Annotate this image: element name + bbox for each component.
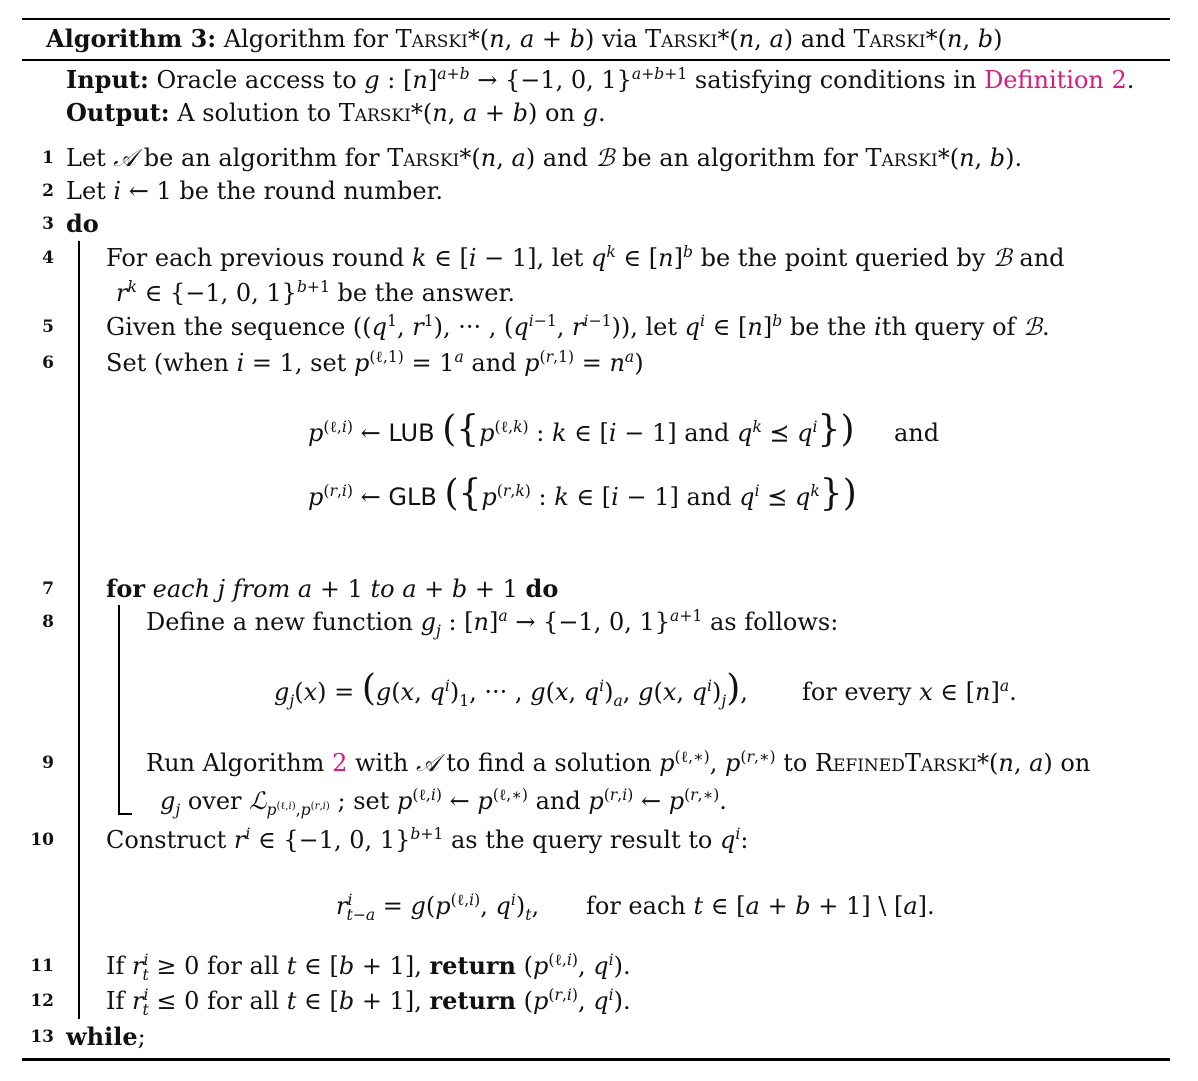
line-9-cont: $g_j$ over ℒ$_{p^{(\ell,i)},p^{(r,i)}}$ ; set $p^{(\ell,i)}$ ← $p^{(\ell,∗)}$ and $p^{(r,i)}$ ← $p^{(r,∗)}$. [160, 786, 727, 819]
algorithm-header: Algorithm 3: Algorithm for Tarski*(n, a + b) via Tarski*(n, a) and Tarski*(n, b) [46, 24, 1003, 53]
output-label: Output: [66, 98, 170, 127]
lub-and: and [894, 419, 940, 447]
r-equation: $r^i_{t-a} = g(p^{(\ell,i)}$, $q^i)_t$, [336, 891, 540, 924]
definition-link[interactable]: Definition 2 [984, 66, 1127, 94]
for-block-bar [118, 605, 120, 815]
r-range: for each t ∈ [a + b + 1] \ [a]. [586, 892, 935, 920]
lub-equation: $p^{(\ell,i)}$ ← LUB ({$p^{(\ell,k)}$ : k ∈ [i − 1] and $q^k$ ⪯ $q^i$}) [308, 409, 855, 450]
line-10: Construct $r^i$ ∈ {−1, 0, 1}$^{b+1}$ as the query result to $q^i$: [106, 825, 749, 854]
line-1: Let 𝒜 be an algorithm for Tarski*(n, a) and ℬ be an algorithm for Tarski*(n, b). [66, 144, 1023, 172]
line-7: for each j from a + 1 to a + b + 1 do [106, 574, 559, 603]
gj-domain: for every x ∈ $[n]^a$. [802, 677, 1017, 706]
line-number: 8 [42, 612, 54, 632]
line-9: Run Algorithm 2 with 𝒜 to find a solution $p^{(\ell,∗)}$, $p^{(r,∗)}$ to RefinedTarski*(n, a) on [146, 748, 1091, 777]
input-line: Input: Oracle access to g : $[n]^{a+b} \to \{-1$, 0, 1}$^{a+b+1}$ satisfying conditions in Definition 2. [66, 65, 1135, 94]
line-3 [66, 209, 99, 239]
line-number: 11 [30, 956, 54, 976]
line-number: 1 [42, 148, 54, 168]
line-number: 12 [30, 991, 54, 1011]
glb-equation: $p^{(r,i)}$ ← GLB ({$p^{(r,k)}$ : k ∈ [i − 1] and $q^i$ ⪯ $q^k$}) [308, 473, 857, 514]
line-2: Let i ← 1 be the round number. [66, 177, 444, 205]
line-11: If $r^i_t \ge 0$ for all t ∈ [b + 1], return ($p^{(\ell,i)}$, $q^i$). [106, 951, 631, 984]
line-number: 13 [30, 1027, 54, 1047]
line-number: 10 [30, 830, 54, 850]
top-rule [22, 18, 1170, 20]
line-number: 4 [42, 248, 54, 268]
line-12: If $r^i_t \le 0$ for all t ∈ [b + 1], return ($p^{(r,i)}$, $q^i$). [106, 986, 631, 1019]
header-rule [22, 59, 1170, 61]
line-4-cont: $r^k$ ∈ {−1, 0, 1}$^{b+1}$ be the answer. [116, 278, 515, 307]
line-5: Given the sequence (($q^1$, $r^1$), ··· , ($q^{i-1}$, $r^{i-1}$)), let $q^i$ ∈ $[n]^b$ be the ith query of ℬ. [106, 312, 1050, 341]
line-number: 3 [42, 214, 54, 234]
do-keyword: do [66, 209, 99, 238]
line-4: For each previous round k ∈ [i − 1], let $q^k$ ∈ $[n]^b$ be the point queried by ℬ and [106, 243, 1065, 272]
gj-equation: $g_j(x) = (g(x$, $q^i)_1$, ··· , g(x, $q^i)_a$, g(x, $q^i)_j$), [274, 668, 748, 710]
algorithm-2-link[interactable]: 2 [332, 749, 348, 777]
line-number: 2 [42, 181, 54, 201]
line-8: Define a new function $g_j$ : $[n]^a \to \{-1$, 0, 1}$^{a+1}$ as follows: [146, 607, 839, 640]
algorithm-label: Algorithm 3: [46, 24, 217, 53]
line-number: 9 [42, 753, 54, 773]
line-number: 7 [42, 579, 54, 599]
line-13: while; [66, 1022, 146, 1051]
line-number: 5 [42, 317, 54, 337]
bottom-rule [22, 1058, 1170, 1061]
input-label: Input: [66, 65, 149, 94]
line-number: 6 [42, 353, 54, 373]
line-6: Set (when i = 1, set $p^{(\ell,1)} = 1^a$ and $p^{(r,1)} = n^a$) [106, 348, 644, 377]
output-line: Output: A solution to Tarski*(n, a + b) on g. [66, 98, 606, 127]
do-block-bar [78, 241, 80, 1019]
for-block-end [118, 813, 132, 815]
